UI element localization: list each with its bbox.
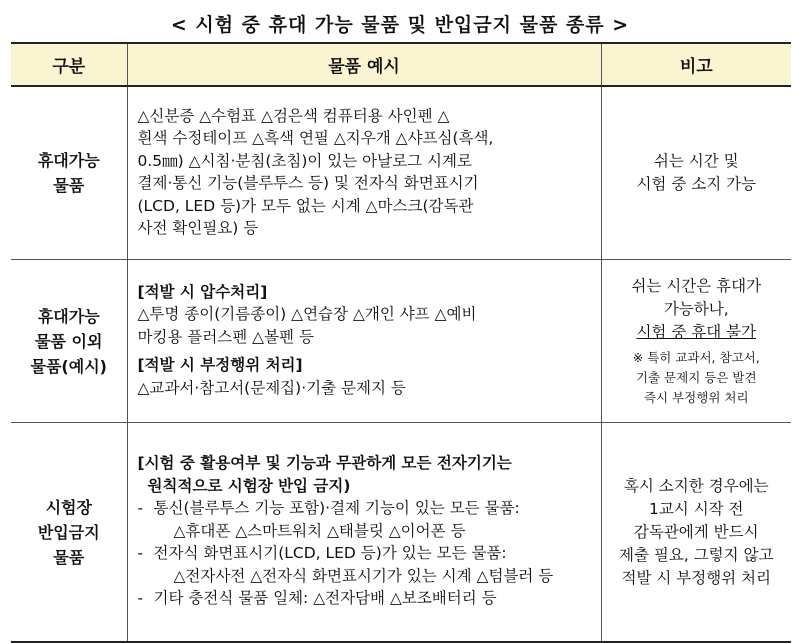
- list-item: [138, 542, 593, 587]
- example-line: 마킹용 플러스펜 △볼펜 등: [137, 327, 314, 346]
- example-line: 0.5㎜) △시침·분침(초침)이 있는 아날로그 시계로: [137, 151, 472, 170]
- example-line: △휴대폰 △스마트워치 △태블릿 △이어폰 등: [173, 521, 466, 540]
- category-line: 휴대가능: [37, 306, 100, 326]
- header-examples: 물품 예시: [127, 43, 601, 86]
- example-line: △투명 종이(기름종이) △연습장 △개인 샤프 △예비: [137, 305, 477, 324]
- category-cell: [11, 260, 127, 423]
- example-line: 사전 확인필요) 등: [137, 219, 259, 237]
- remarks-cell: [601, 260, 791, 423]
- remark-line: 시험 중 소지 가능: [636, 175, 757, 193]
- category-cell: [11, 423, 127, 643]
- table-row-prohibited: [11, 423, 791, 643]
- example-line: 결제·통신 기능(블루투스 등) 및 전자식 화면표시기: [137, 174, 479, 192]
- section-heading: [적발 시 압수처리]: [137, 282, 268, 301]
- list-dash: -: [137, 589, 144, 608]
- remark-line: 혹시 소지한 경우에는: [623, 476, 769, 495]
- examples-cell: [127, 423, 601, 643]
- examples-cell: [127, 86, 601, 260]
- remark-line-underlined: 시험 중 휴대 불가: [636, 322, 757, 341]
- note-line: 기출 문제지 등은 발견: [635, 369, 757, 385]
- category-line: 물품(예시): [30, 356, 107, 376]
- section-heading: [시험 중 활용여부 및 기능과 무관하게 모든 전자기기는: [137, 454, 512, 473]
- category-line: 반입금지: [37, 522, 100, 542]
- category-line: 시험장: [45, 497, 92, 517]
- list-dash: -: [137, 544, 144, 563]
- header-category: 구분: [11, 43, 127, 86]
- example-line: 통신(블루투스 기능 포함)·결제 기능이 있는 모든 물품:: [153, 499, 520, 518]
- category-line: 물품: [53, 176, 85, 195]
- remark-line: 쉬는 시간은 휴대가: [631, 276, 762, 295]
- example-line: △전자사전 △전자식 화면표시기가 있는 시계 △텀블러 등: [173, 566, 554, 585]
- note-line: 즉시 부정행위 처리: [643, 389, 749, 405]
- example-line: (LCD, LED 등)가 모두 없는 시계 △마스크(감독관: [137, 196, 474, 215]
- remarks-cell: [601, 86, 791, 260]
- page-title: < 시험 중 휴대 가능 물품 및 반입금지 물품 종류 >: [170, 14, 630, 36]
- items-table: [11, 42, 791, 643]
- note-line: ※ 특히 교과서, 참고서,: [632, 349, 760, 365]
- remark-line: 1교시 시작 전: [648, 499, 744, 518]
- example-line: △교과서·참고서(문제집)·기출 문제지 등: [137, 378, 406, 397]
- section-heading: [적발 시 부정행위 처리]: [137, 356, 303, 375]
- examples-cell: [127, 260, 601, 423]
- remark-note: [602, 348, 792, 408]
- remark-line: 가능하나,: [663, 299, 729, 318]
- remark-line: 감독관에게 반드시: [633, 522, 759, 541]
- list-item: [138, 587, 593, 610]
- example-line: 전자식 화면표시기(LCD, LED 등)가 있는 모든 물품:: [153, 544, 507, 563]
- remarks-cell: [601, 423, 791, 643]
- section-heading: 원칙적으로 시험장 반입 금지): [147, 476, 351, 495]
- category-line: 물품 이외: [35, 331, 103, 351]
- table-row-non-portable: [11, 260, 791, 423]
- category-cell: [11, 86, 127, 260]
- list-dash: -: [137, 499, 144, 518]
- header-remarks: 비고: [601, 43, 791, 86]
- header-row: [11, 43, 791, 86]
- example-line: 기타 충전식 물품 일체: △전자담배 △보조배터리 등: [153, 589, 497, 608]
- table-row-portable: [11, 86, 791, 260]
- remark-line: 제출 필요, 그렇지 않고: [619, 545, 774, 564]
- category-line: 물품: [53, 547, 85, 567]
- example-line: 흰색 수정테이프 △흑색 연필 △지우개 △샤프심(흑색,: [137, 129, 494, 147]
- example-line: △신분증 △수험표 △검은색 컴퓨터용 사인펜 △: [137, 106, 450, 125]
- list-item: [138, 497, 593, 542]
- remark-line: 적발 시 부정행위 처리: [621, 568, 772, 587]
- remark-line: 쉬는 시간 및: [653, 152, 739, 170]
- category-line: 휴대가능: [37, 151, 100, 170]
